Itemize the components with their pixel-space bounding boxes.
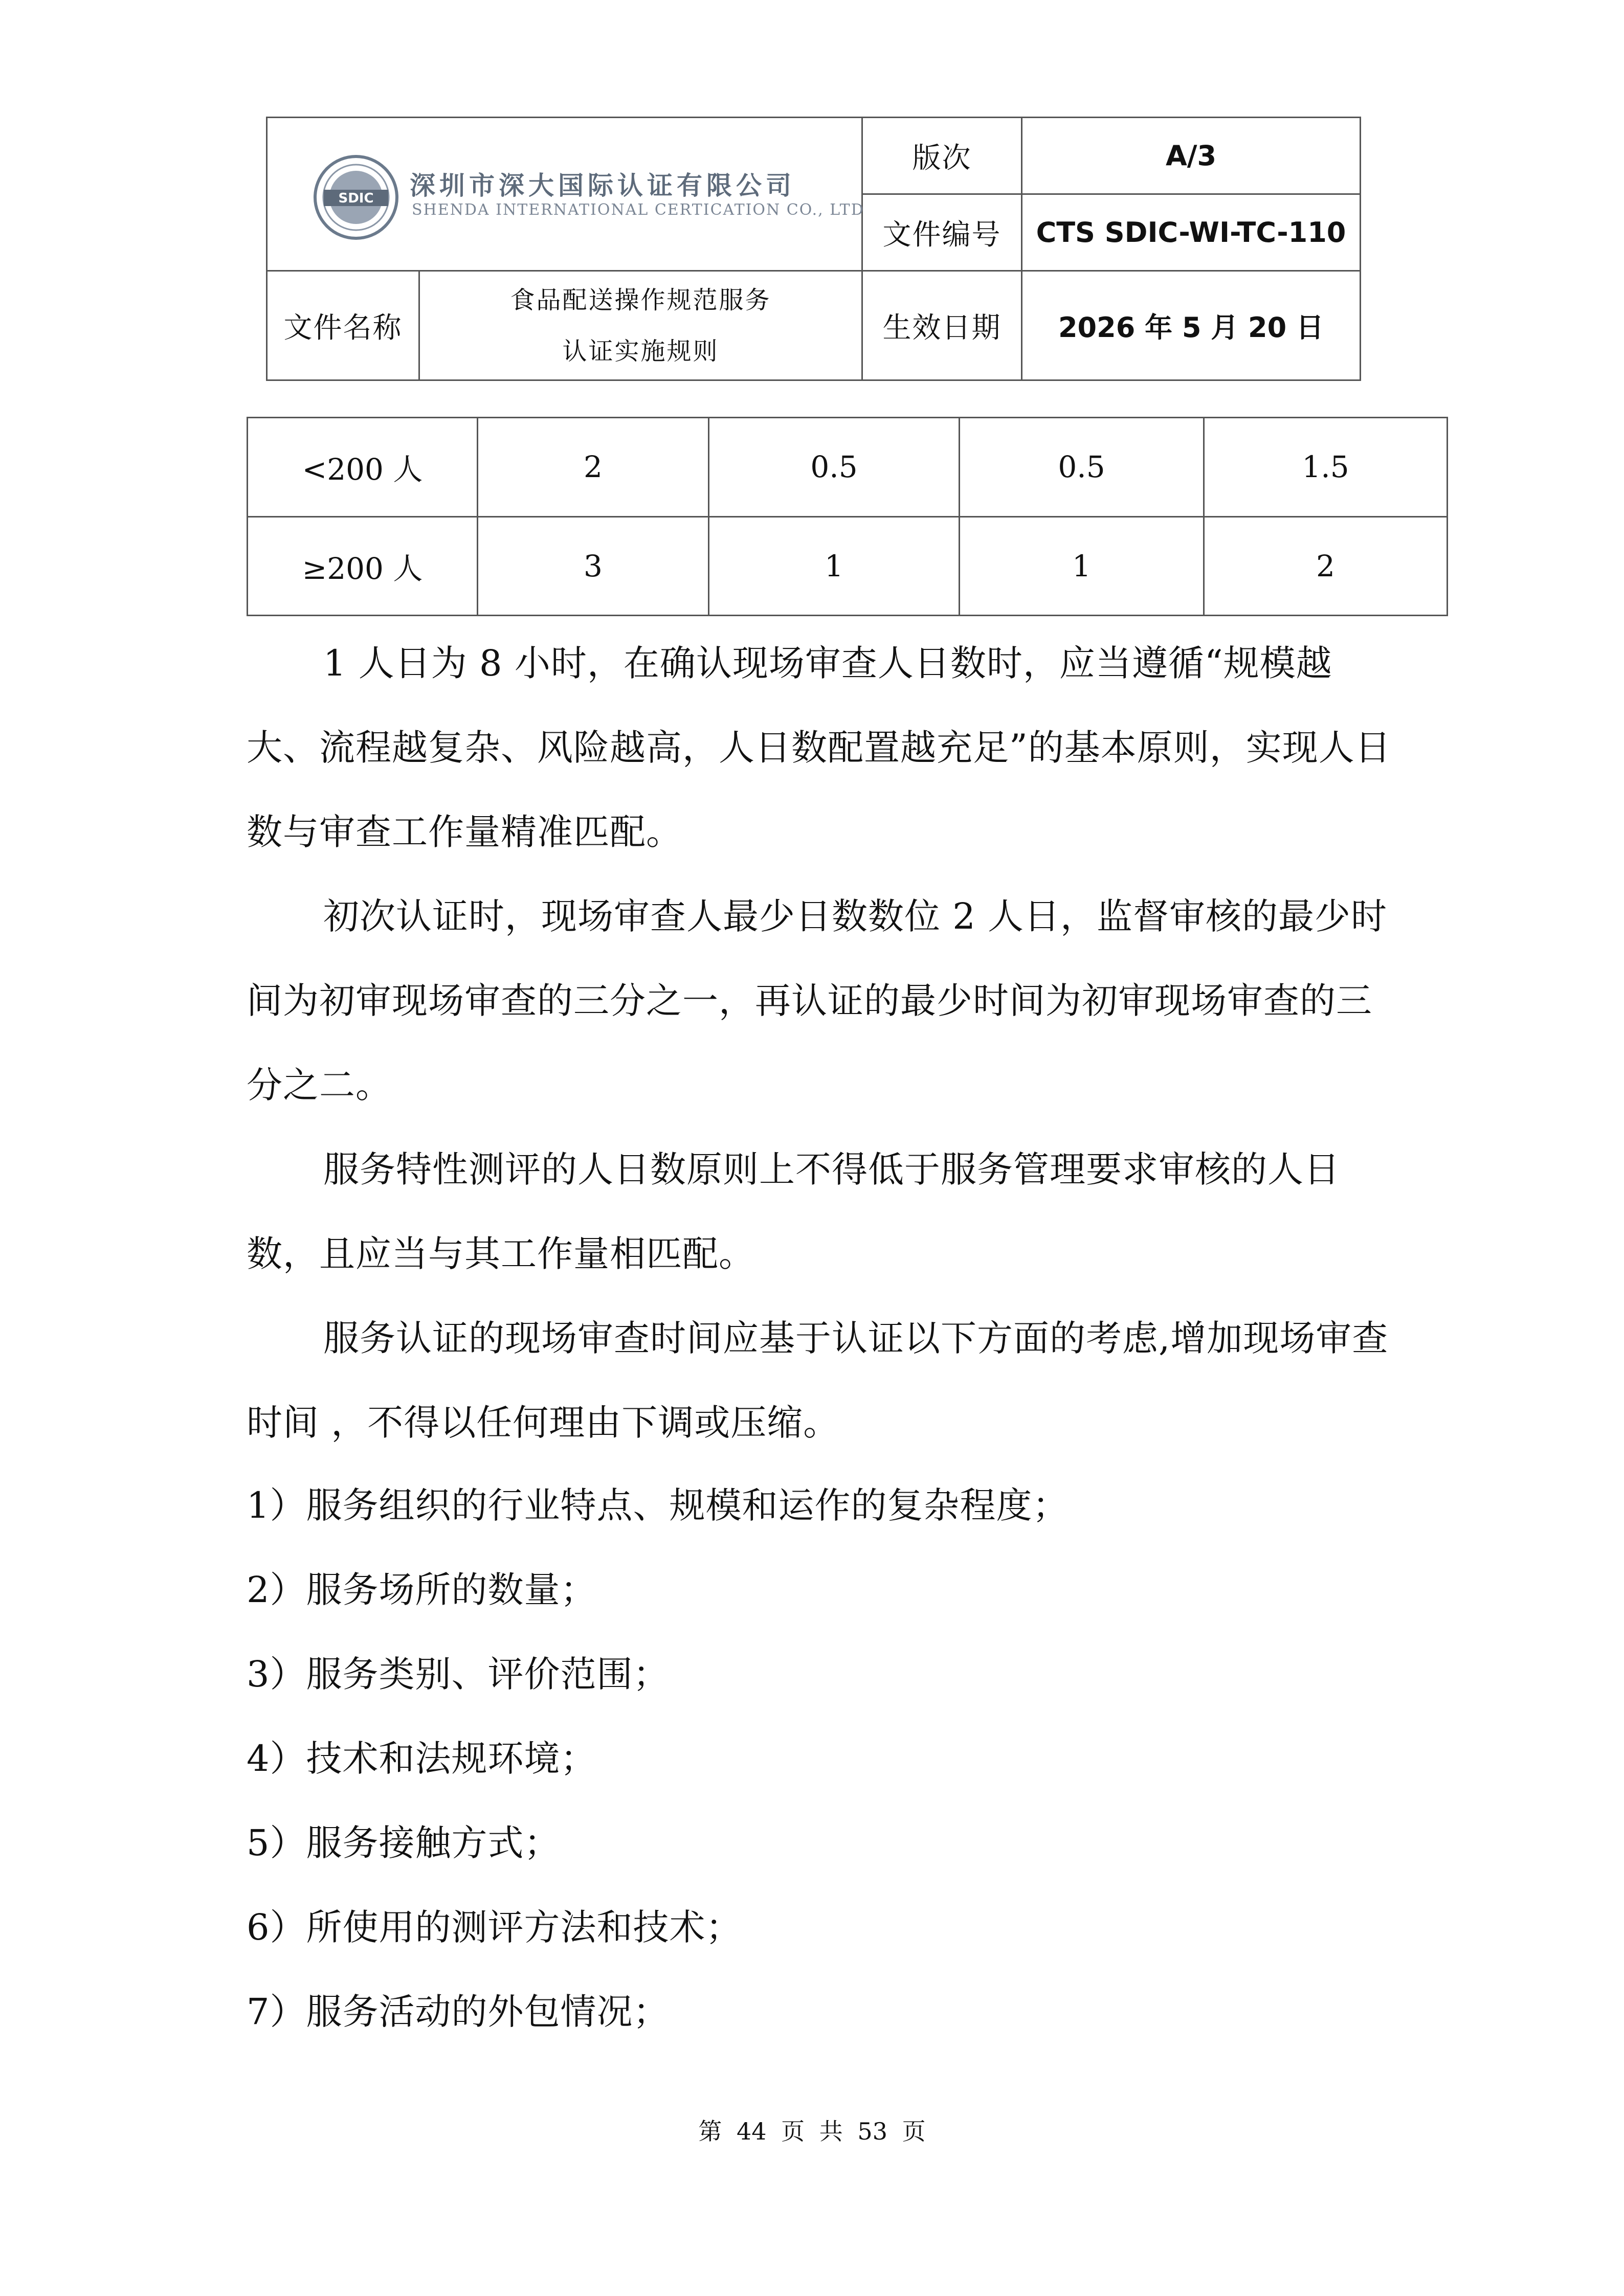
doc-name-value [419, 271, 862, 380]
table-cell: 2 [478, 418, 709, 517]
page-number: 第 44 页 共 53 页 [698, 2118, 926, 2145]
doc-name-line2: 认证实施规则 [562, 336, 719, 366]
company-name-en: SHENDA INTERNATIONAL CERTICATION CO., LTD [412, 201, 864, 219]
list-item: 3）服务类别、评价范围； [247, 1653, 670, 1695]
logo-text: SDIC [338, 191, 374, 206]
table-cell: 0.5 [709, 418, 960, 517]
list-item: 1）服务组织的行业特点、规模和运作的复杂程度； [247, 1484, 1069, 1526]
paragraph: 1 人日为 8 小时，在确认现场审查人日数时，应当遵循“规模越大、流程越复杂、风险越高，人日数配置越充足”的基本原则，实现人日数与审查工作量精准匹配。 [247, 642, 1391, 853]
table-cell: 1 [709, 516, 960, 616]
edition-value: A/3 [1022, 118, 1361, 194]
doc-no-label: 文件编号 [862, 194, 1022, 271]
list-item: 6）所使用的测评方法和技术； [247, 1906, 742, 1948]
table-cell: 1.5 [1204, 418, 1448, 517]
table-cell: <200 人 [248, 418, 478, 517]
table-cell: 0.5 [960, 418, 1204, 517]
list-item: 5）服务接触方式； [247, 1822, 561, 1864]
list-item: 7）服务活动的外包情况； [247, 1991, 670, 2033]
company-seal-icon [313, 154, 399, 241]
table-cell: 1 [960, 516, 1204, 616]
table-cell: ≥200 人 [248, 516, 478, 616]
list-item: 4）技术和法规环境； [247, 1738, 597, 1780]
man-day-table [247, 417, 1448, 616]
effective-date-label: 生效日期 [862, 271, 1022, 380]
list-item: 2）服务场所的数量； [247, 1569, 597, 1611]
company-logo-cell [267, 118, 862, 271]
edition-label: 版次 [862, 118, 1022, 194]
table-cell: 2 [1204, 516, 1448, 616]
doc-name-line1: 食品配送操作规范服务 [510, 285, 771, 314]
paragraph: 服务特性测评的人日数原则上不得低于服务管理要求审核的人日数，且应当与其工作量相匹配。 [247, 1149, 1340, 1275]
document-header-table [266, 117, 1361, 381]
paragraph: 初次认证时，现场审查人最少日数数位 2 人日，监督审核的最少时间为初审现场审查的三分之一，再认证的最少时间为初审现场审查的三分之二。 [247, 895, 1388, 1106]
paragraph: 服务认证的现场审查时间应基于认证以下方面的考虑,增加现场审查时间 ，不得以任何理由下调或压缩。 [247, 1317, 1389, 1444]
company-name-cn: 深圳市深大国际认证有限公司 [410, 171, 795, 200]
doc-name-label: 文件名称 [267, 271, 419, 380]
table-cell: 3 [478, 516, 709, 616]
doc-no-value: CTS SDIC-WI-TC-110 [1022, 194, 1361, 271]
effective-date-value: 2026 年 5 月 20 日 [1022, 271, 1361, 380]
